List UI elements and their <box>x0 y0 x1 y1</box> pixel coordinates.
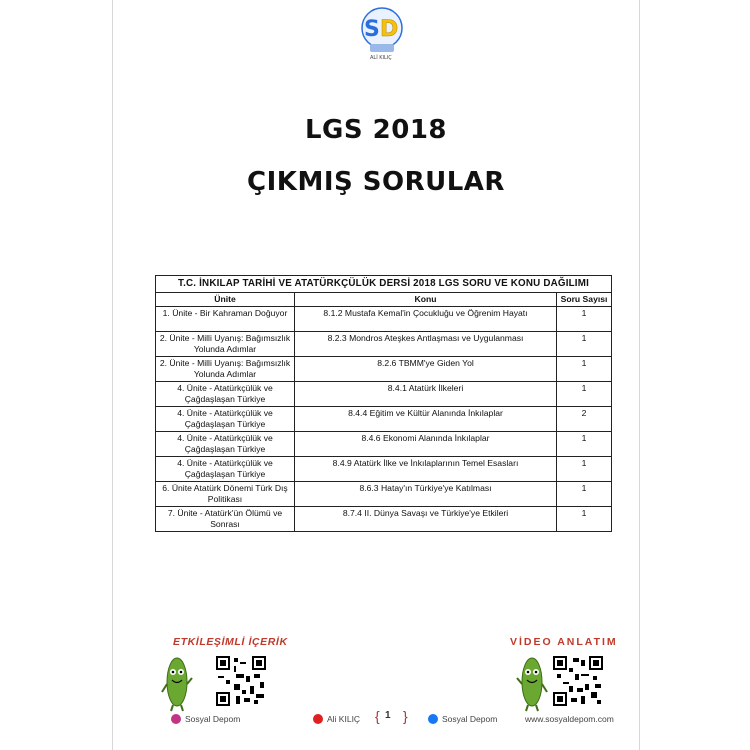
youtube-handle: Ali KILIÇ <box>327 714 361 724</box>
unit-cell: 2. Ünite - Milli Uyanış: Bağımsızlık Yolunda Adımlar <box>156 356 295 381</box>
header-unit: Ünite <box>156 293 295 307</box>
header-topic: Konu <box>295 293 557 307</box>
count-cell: 1 <box>557 506 612 531</box>
count-cell: 2 <box>557 406 612 431</box>
cucumber-mascot-icon <box>516 652 548 712</box>
table-row <box>156 381 612 406</box>
sosyal-depom-logo <box>356 4 408 62</box>
website-link[interactable] <box>525 714 614 724</box>
count-cell: 1 <box>557 331 612 356</box>
topic-cell: 8.4.1 Atatürk İlkeleri <box>295 381 557 406</box>
cucumber-mascot-icon <box>161 652 193 712</box>
video-qr-code[interactable] <box>553 656 603 706</box>
right-brace-icon: } <box>403 708 408 724</box>
instagram-link[interactable] <box>171 714 240 724</box>
count-cell: 1 <box>557 456 612 481</box>
svg-text:D: D <box>380 17 399 42</box>
topic-cell: 8.4.9 Atatürk İlke ve İnkılaplarının Temel Esasları <box>295 456 557 481</box>
count-cell: 1 <box>557 381 612 406</box>
left-brace-icon: { <box>375 708 380 724</box>
unit-cell: 4. Ünite - Atatürkçülük ve Çağdaşlaşan Türkiye <box>156 456 295 481</box>
page-title-subtitle: ÇIKMIŞ SORULAR <box>247 167 505 197</box>
page-title-year: LGS 2018 <box>304 115 448 145</box>
table-row <box>156 406 612 431</box>
unit-cell: 2. Ünite - Milli Uyanış: Bağımsızlık Yolunda Adımlar <box>156 331 295 356</box>
page-number: 1 <box>385 710 391 721</box>
facebook-link[interactable] <box>428 714 497 724</box>
count-cell: 1 <box>557 356 612 381</box>
topic-cell: 8.6.3 Hatay'ın Türkiye'ye Katılması <box>295 481 557 506</box>
table-row <box>156 431 612 456</box>
count-cell: 1 <box>557 431 612 456</box>
table-row <box>156 356 612 381</box>
topic-cell: 8.1.2 Mustafa Kemal'in Çocukluğu ve Öğrenim Hayatı <box>295 306 557 331</box>
unit-cell: 4. Ünite - Atatürkçülük ve Çağdaşlaşan Türkiye <box>156 431 295 456</box>
unit-cell: 1. Ünite - Bir Kahraman Doğuyor <box>156 306 295 331</box>
unit-cell: 4. Ünite - Atatürkçülük ve Çağdaşlaşan Türkiye <box>156 381 295 406</box>
interactive-qr-code[interactable] <box>216 656 266 706</box>
facebook-icon <box>428 714 438 724</box>
facebook-handle: Sosyal Depom <box>442 714 498 724</box>
svg-text:ALİ KILIÇ: ALİ KILIÇ <box>370 55 392 61</box>
header-count: Soru Sayısı <box>557 293 612 307</box>
topic-cell: 8.4.4 Eğitim ve Kültür Alanında İnkılaplar <box>295 406 557 431</box>
table-caption: T.C. İNKILAP TARİHİ VE ATATÜRKÇÜLÜK DERSİ 2018 LGS SORU VE KONU DAĞILIMI <box>156 276 612 293</box>
table-row <box>156 456 612 481</box>
svg-text:S: S <box>364 17 380 42</box>
topic-cell: 8.4.6 Ekonomi Alanında İnkılaplar <box>295 431 557 456</box>
table-row <box>156 506 612 531</box>
topic-distribution-table <box>155 275 612 532</box>
unit-cell: 6. Ünite Atatürk Dönemi Türk Dış Politikası <box>156 481 295 506</box>
video-lecture-label: VİDEO ANLATIM <box>510 636 618 648</box>
unit-cell: 7. Ünite - Atatürk'ün Ölümü ve Sonrası <box>156 506 295 531</box>
table-row <box>156 481 612 506</box>
table-row <box>156 306 612 331</box>
count-cell: 1 <box>557 481 612 506</box>
instagram-handle: Sosyal Depom <box>185 714 241 724</box>
document-page <box>112 0 640 750</box>
youtube-icon <box>313 714 323 724</box>
instagram-icon <box>171 714 181 724</box>
interactive-content-label: ETKİLEŞİMLİ İÇERİK <box>173 636 288 648</box>
table-row <box>156 331 612 356</box>
website-url: www.sosyaldepom.com <box>525 714 614 724</box>
topic-cell: 8.7.4 II. Dünya Savaşı ve Türkiye'ye Etkileri <box>295 506 557 531</box>
youtube-link[interactable] <box>313 714 360 724</box>
topic-cell: 8.2.6 TBMM'ye Giden Yol <box>295 356 557 381</box>
page-footer <box>113 708 639 732</box>
count-cell: 1 <box>557 306 612 331</box>
topic-cell: 8.2.3 Mondros Ateşkes Antlaşması ve Uygulanması <box>295 331 557 356</box>
unit-cell: 4. Ünite - Atatürkçülük ve Çağdaşlaşan Türkiye <box>156 406 295 431</box>
